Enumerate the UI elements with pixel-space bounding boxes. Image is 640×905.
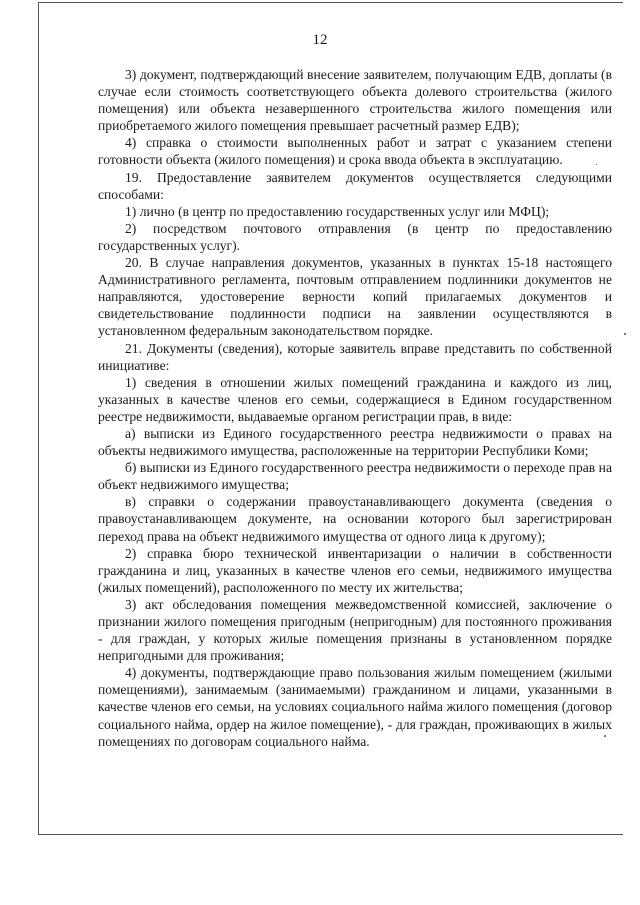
scan-speck xyxy=(596,164,597,165)
paragraph-19-submission-methods: 19. Предоставление заявителем документов осуществляется следующими способами: xyxy=(98,169,612,202)
scan-border-left xyxy=(38,2,39,834)
document-body xyxy=(98,66,612,750)
scan-border-top xyxy=(38,2,623,3)
paragraph-20-postal-submission: 20. В случае направления документов, указанных в пунктах 15-18 настоящего Административного регламента, почтовым отправлением подлинники документов не направляются, удостоверение верности копий прилагаемых документов и свидетельствование подлинности подписи на заявлении осуществляются в установленном федеральным законодательством порядке. xyxy=(98,255,612,339)
paragraph-21-own-initiative: 21. Документы (сведения), которые заявитель вправе представить по собственной инициативе: xyxy=(98,340,612,373)
paragraph-19-method-in-person: 1) лично (в центр по предоставлению государственных услуг или МФЦ); xyxy=(125,203,550,219)
scan-speck xyxy=(624,333,626,335)
paragraph-21-item-4-social-lease: 4) документы, подтверждающие право пользования жилым помещением (жилыми помещениями), занимаемым (занимаемыми) гражданином и лицами, указанными в качестве членов его семьи, на условиях социального найма жилого помещения (договор социального найма, ордер на жилое помещение), - для граждан, проживающих в жилых помещениях по договорам социального найма. xyxy=(98,665,612,749)
scan-border-bottom xyxy=(38,834,623,835)
paragraph-item-4-cost-certificate: 4) справка о стоимости выполненных работ и затрат с указанием степени готовности объекта (жилого помещения) и срока ввода объекта в эксплуатацию. xyxy=(98,135,612,168)
paragraph-19-method-post: 2) посредством почтового отправления (в центр по предоставлению государственных услуг). xyxy=(98,220,612,253)
page-number: 12 xyxy=(312,32,328,48)
paragraph-item-3-payment-doc: 3) документ, подтверждающий внесение заявителем, получающим ЕДВ, доплаты (в случае если стоимость соответствующего объекта долевого строительства (жилого помещения) или объекта незавершенного строительства жилого помещения или приобретаемого жилого помещения превышает расчетный размер ЕДВ); xyxy=(98,67,612,134)
scan-speck xyxy=(604,735,606,737)
paragraph-21-item-1a-extract-rights: а) выписки из Единого государственного реестра недвижимости о правах на объекты недвижимого имущества, расположенные на территории Республики Коми; xyxy=(98,425,612,459)
paragraph-21-item-1c-title-document: в) справки о содержании правоустанавливающего документа (сведения о правоустанавливающем документе, на основании которого был зарегистрирован переход права на объект недвижимого имущества от одного лица к другому); xyxy=(98,494,612,544)
paragraph-21-item-1-registry-info: 1) сведения в отношении жилых помещений гражданина и каждого из лиц, указанных в качестве членов его семьи, содержащиеся в Едином государственном реестре недвижимости, выдаваемые органом регистрации прав, в виде: xyxy=(98,374,612,424)
paragraph-21-item-1b-extract-transfer: б) выписки из Единого государственного реестра недвижимости о переходе прав на объект недвижимого имущества; xyxy=(98,460,612,493)
paragraph-21-item-3-inspection-act: 3) акт обследования помещения межведомственной комиссией, заключение о признании жилого помещения пригодным (непригодным) для постоянного проживания - для граждан, у которых жилые помещения признаны в установленном порядке непригодными для проживания; xyxy=(98,596,612,664)
paragraph-21-item-2-bti-certificate: 2) справка бюро технической инвентаризации о наличии в собственности гражданина и лиц, указанных в качестве членов его семьи, недвижимого имущества (жилых помещений), расположенного по месту их жительства; xyxy=(98,545,612,595)
